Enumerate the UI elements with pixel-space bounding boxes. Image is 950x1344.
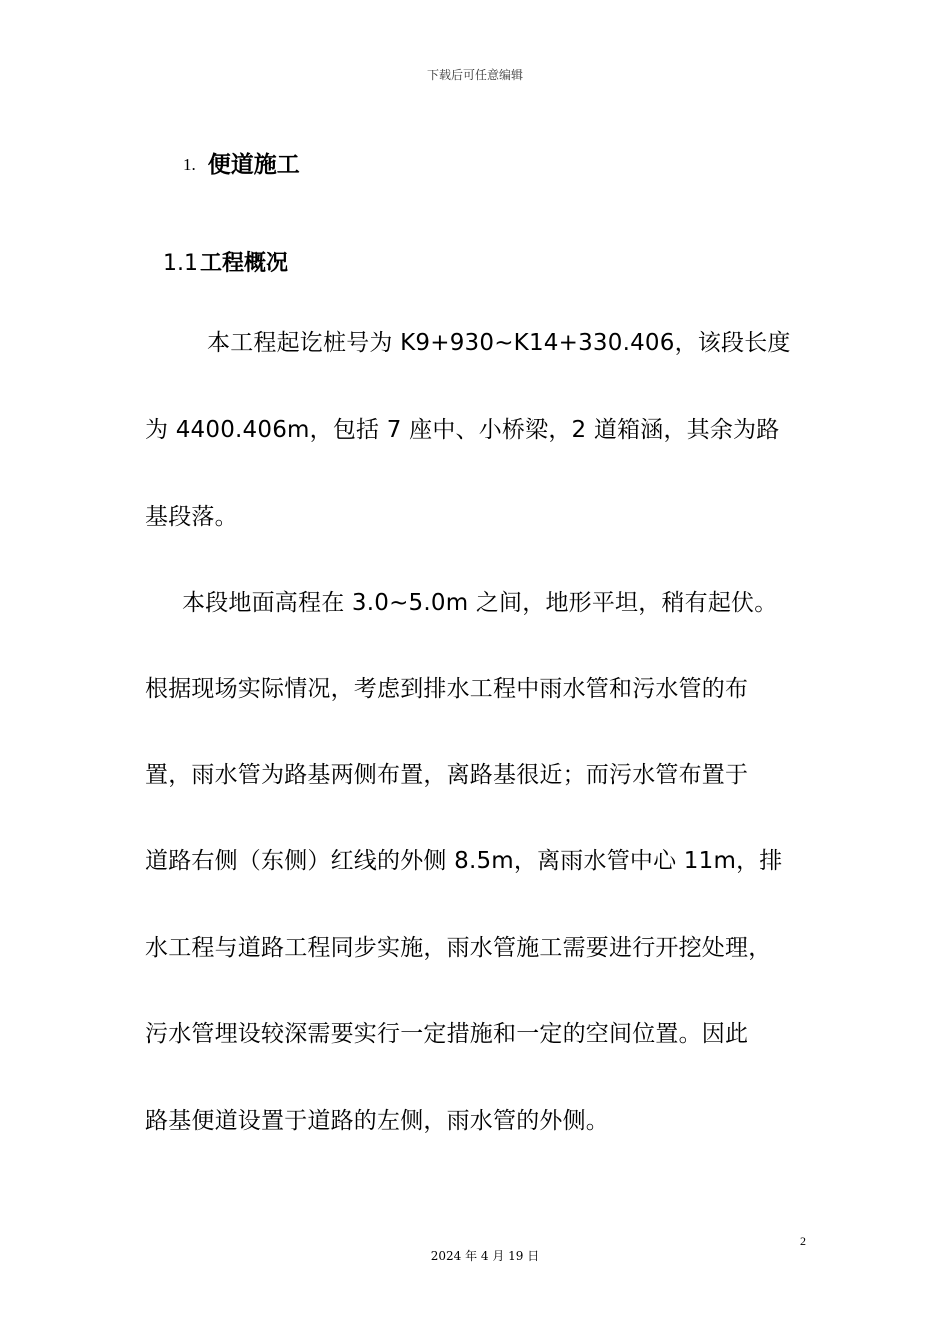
text-line: 路基便道设置于道路的左侧，雨水管的外侧。 (145, 1108, 609, 1134)
text-line: 水工程与道路工程同步实施，雨水管施工需要进行开挖处理， (145, 935, 772, 961)
text-line: 根据现场实际情况，考虑到排水工程中雨水管和污水管的布 (145, 676, 749, 702)
section-number: 1. (183, 155, 196, 174)
text-line: 本段地面高程在 3.0~5.0m 之间，地形平坦，稍有起伏。 (182, 590, 778, 616)
subsection-title: 工程概况 (200, 251, 289, 276)
page-header: 下载后可任意编辑 (426, 68, 523, 82)
section-heading-1-1 (163, 246, 288, 277)
section-heading-1 (183, 146, 300, 179)
page-footer-date: 2024 年 4 月 19 日 (430, 1249, 540, 1263)
section-title: 便道施工 (207, 152, 300, 178)
text-line: 本工程起讫桩号为 K9+930~K14+330.406，该段长度 (207, 330, 791, 356)
page-number: 2 (800, 1234, 806, 1248)
text-line: 污水管埋设较深需要实行一定措施和一定的空间位置。因此 (145, 1021, 749, 1047)
text-line: 道路右侧（东侧）红线的外侧 8.5m，离雨水管中心 11m，排 (145, 848, 783, 874)
text-line: 为 4400.406m，包括 7 座中、小桥梁，2 道箱涵，其余为路 (145, 417, 780, 443)
text-line: 置，雨水管为路基两侧布置，离路基很近；而污水管布置于 (145, 762, 749, 788)
subsection-number: 1.1 (163, 251, 198, 276)
text-line: 基段落。 (145, 504, 238, 530)
